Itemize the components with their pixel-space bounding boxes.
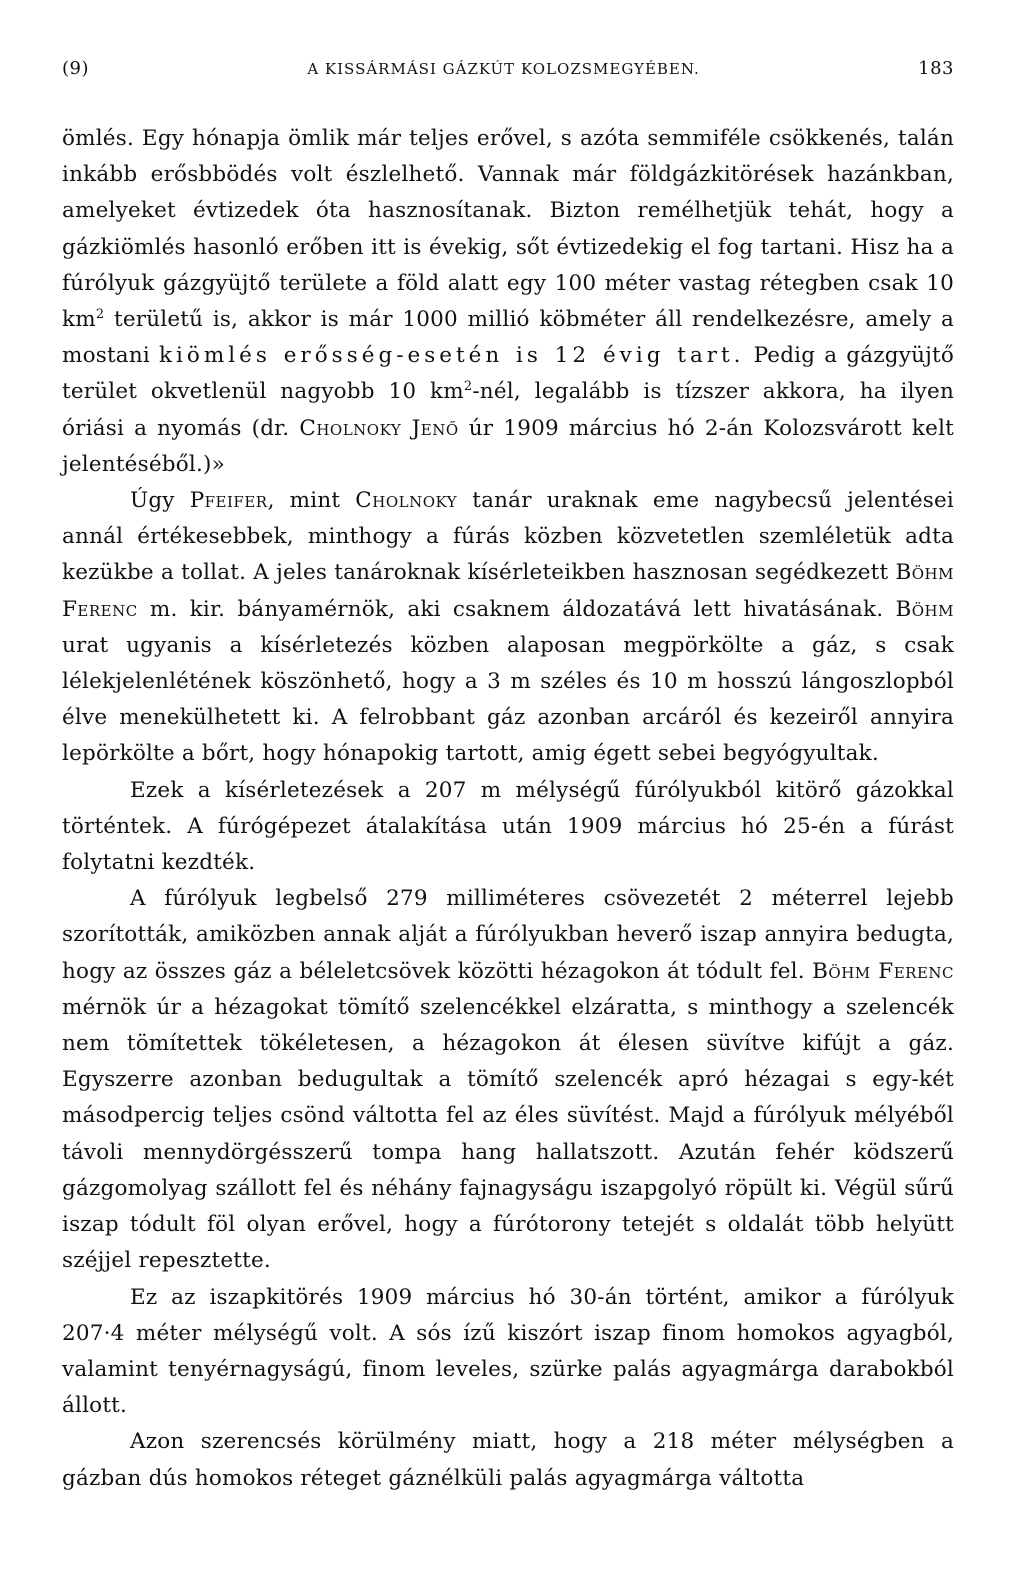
emphasized-text: kiömlés erősség-esetén is 12 évig tart.	[159, 343, 745, 369]
text-run: mérnök úr a hézagokat tömítő szelencékkel elzáratta, s minthogy a szelencék nem tömítettek tökéletesen, a hézagokon át élesen süvítve kifújt a gáz. Egyszerre azonban bedugultak a tömítő szelencék apró hézagai s egy-két másodpercig teljes csönd váltotta fel az éles süvítést. Majd a fúrólyuk mélyéből távoli mennydörgésszerű tompa hang hallatszott. Azután fehér ködszerű gázgomolyag szállott fel és néhány fajnagyságu iszapgolyó röpült ki. Végül sűrű iszap tódult föl olyan erővel, hogy a fúrótorony tetejét s oldalát több helyütt széjjel repesztette.	[62, 994, 954, 1274]
text-run: Pedig a gázgyüjtő terület okvetlenül nagyobb 10 km	[62, 343, 955, 405]
chapter-number: (9)	[62, 58, 89, 79]
text-run: Ez az iszapkitörés 1909 március hó 30-án történt, amikor a fúrólyuk 207·4 méter mélységű volt. A sós ízű kiszórt iszap finom homokos agyagból, valamint tenyérnagyságú, finom leveles, szürke palás agyagmárga darabokból állott.	[62, 1284, 954, 1419]
body-text	[62, 121, 954, 1497]
text-run: ömlés. Egy hónapja ömlik már teljes erővel, s azóta semmiféle csökkenés, talán inkább erősbbödés volt észlelhető. Vannak már földgázkitörések hazánkban, amelyeket évtizedek óta hasznosítanak. Bizton remélhetjük tehát, hogy a gázkiömlés hasonló erőben itt is évekig, sőt évtizedekig el fog tartani. Hisz ha a fúrólyuk gázgyüjtő területe a föld alatt egy 100 méter vastag rétegben csak 10 km	[62, 126, 954, 333]
running-head	[62, 58, 954, 88]
paragraph	[62, 881, 954, 1279]
text-run: m. kir. bányamérnök, aki csaknem áldozatává lett hivatásának.	[137, 596, 896, 622]
text-run: -nél, legalább is tízszer akkora, ha ilyen óriási a nyomás (dr.	[62, 379, 954, 441]
page-number: 183	[918, 58, 954, 79]
text-run: úr 1909 március hó 2-án Kolozsvárott kelt jelentéséből.)»	[62, 415, 954, 477]
text-run: területű is, akkor is már 1000 millió köbméter áll rendelkezésre, amely a mostani	[62, 307, 954, 369]
text-run: , mint	[267, 488, 356, 514]
text-run: Azon szerencsés körülmény miatt, hogy a 218 méter mélységben a gázban dús homokos réteget gáznélküli palás agyagmárga váltotta	[62, 1429, 954, 1491]
text-run: tanár uraknak eme nagybecsű jelentései annál értékesebbek, minthogy a fúrás közben közvetetlen szemléletük adta kezükbe a tollat. A jeles tanároknak kísérleteikben hasznosan segédkezett	[62, 488, 955, 586]
superscript: 2	[463, 379, 473, 395]
author-name: Böhm Ferenc	[62, 560, 954, 622]
author-name: Cholnoky Jenő	[299, 415, 459, 441]
text-run: urat ugyanis a kísérletezés közben alaposan megpörkölte a gáz, s csak lélekjelenlétének köszönhető, hogy a 3 m széles és 10 m hosszú lángoszlopból élve menekülhetett ki. A felrobbant gáz azonban arcáról és kezeiről annyira lepörkölte a bőrt, hogy hónapokig tartott, amig égett sebei begyógyultak.	[62, 632, 954, 767]
paragraph	[62, 121, 954, 483]
text-run: Úgy	[130, 488, 190, 514]
author-name: Böhm	[895, 596, 954, 622]
paragraph	[62, 1424, 954, 1496]
text-run: Ezek a kísérletezések a 207 m mélységű fúrólyukból kitörő gázokkal történtek. A fúrógépezet átalakítása után 1909 március hó 25-én a fúrást folytatni kezdték.	[62, 777, 954, 876]
paragraph	[62, 773, 954, 882]
author-name: Böhm Ferenc	[812, 958, 955, 984]
paragraph	[62, 1280, 954, 1425]
author-name: Cholnoky	[355, 488, 458, 514]
running-title: A KISSÁRMÁSI GÁZKÚT KOLOZSMEGYÉBEN.	[307, 60, 700, 78]
text-run: A fúrólyuk legbelső 279 milliméteres csövezetét 2 méterrel lejebb szorították, amiközben annak alját a fúrólyukban heverő iszap annyira bedugta, hogy az összes gáz a béleletcsövek közötti hézagokon át tódult fel.	[62, 886, 954, 984]
superscript: 2	[95, 307, 105, 323]
author-name: Pfeifer	[189, 488, 268, 514]
paragraph	[62, 483, 954, 773]
